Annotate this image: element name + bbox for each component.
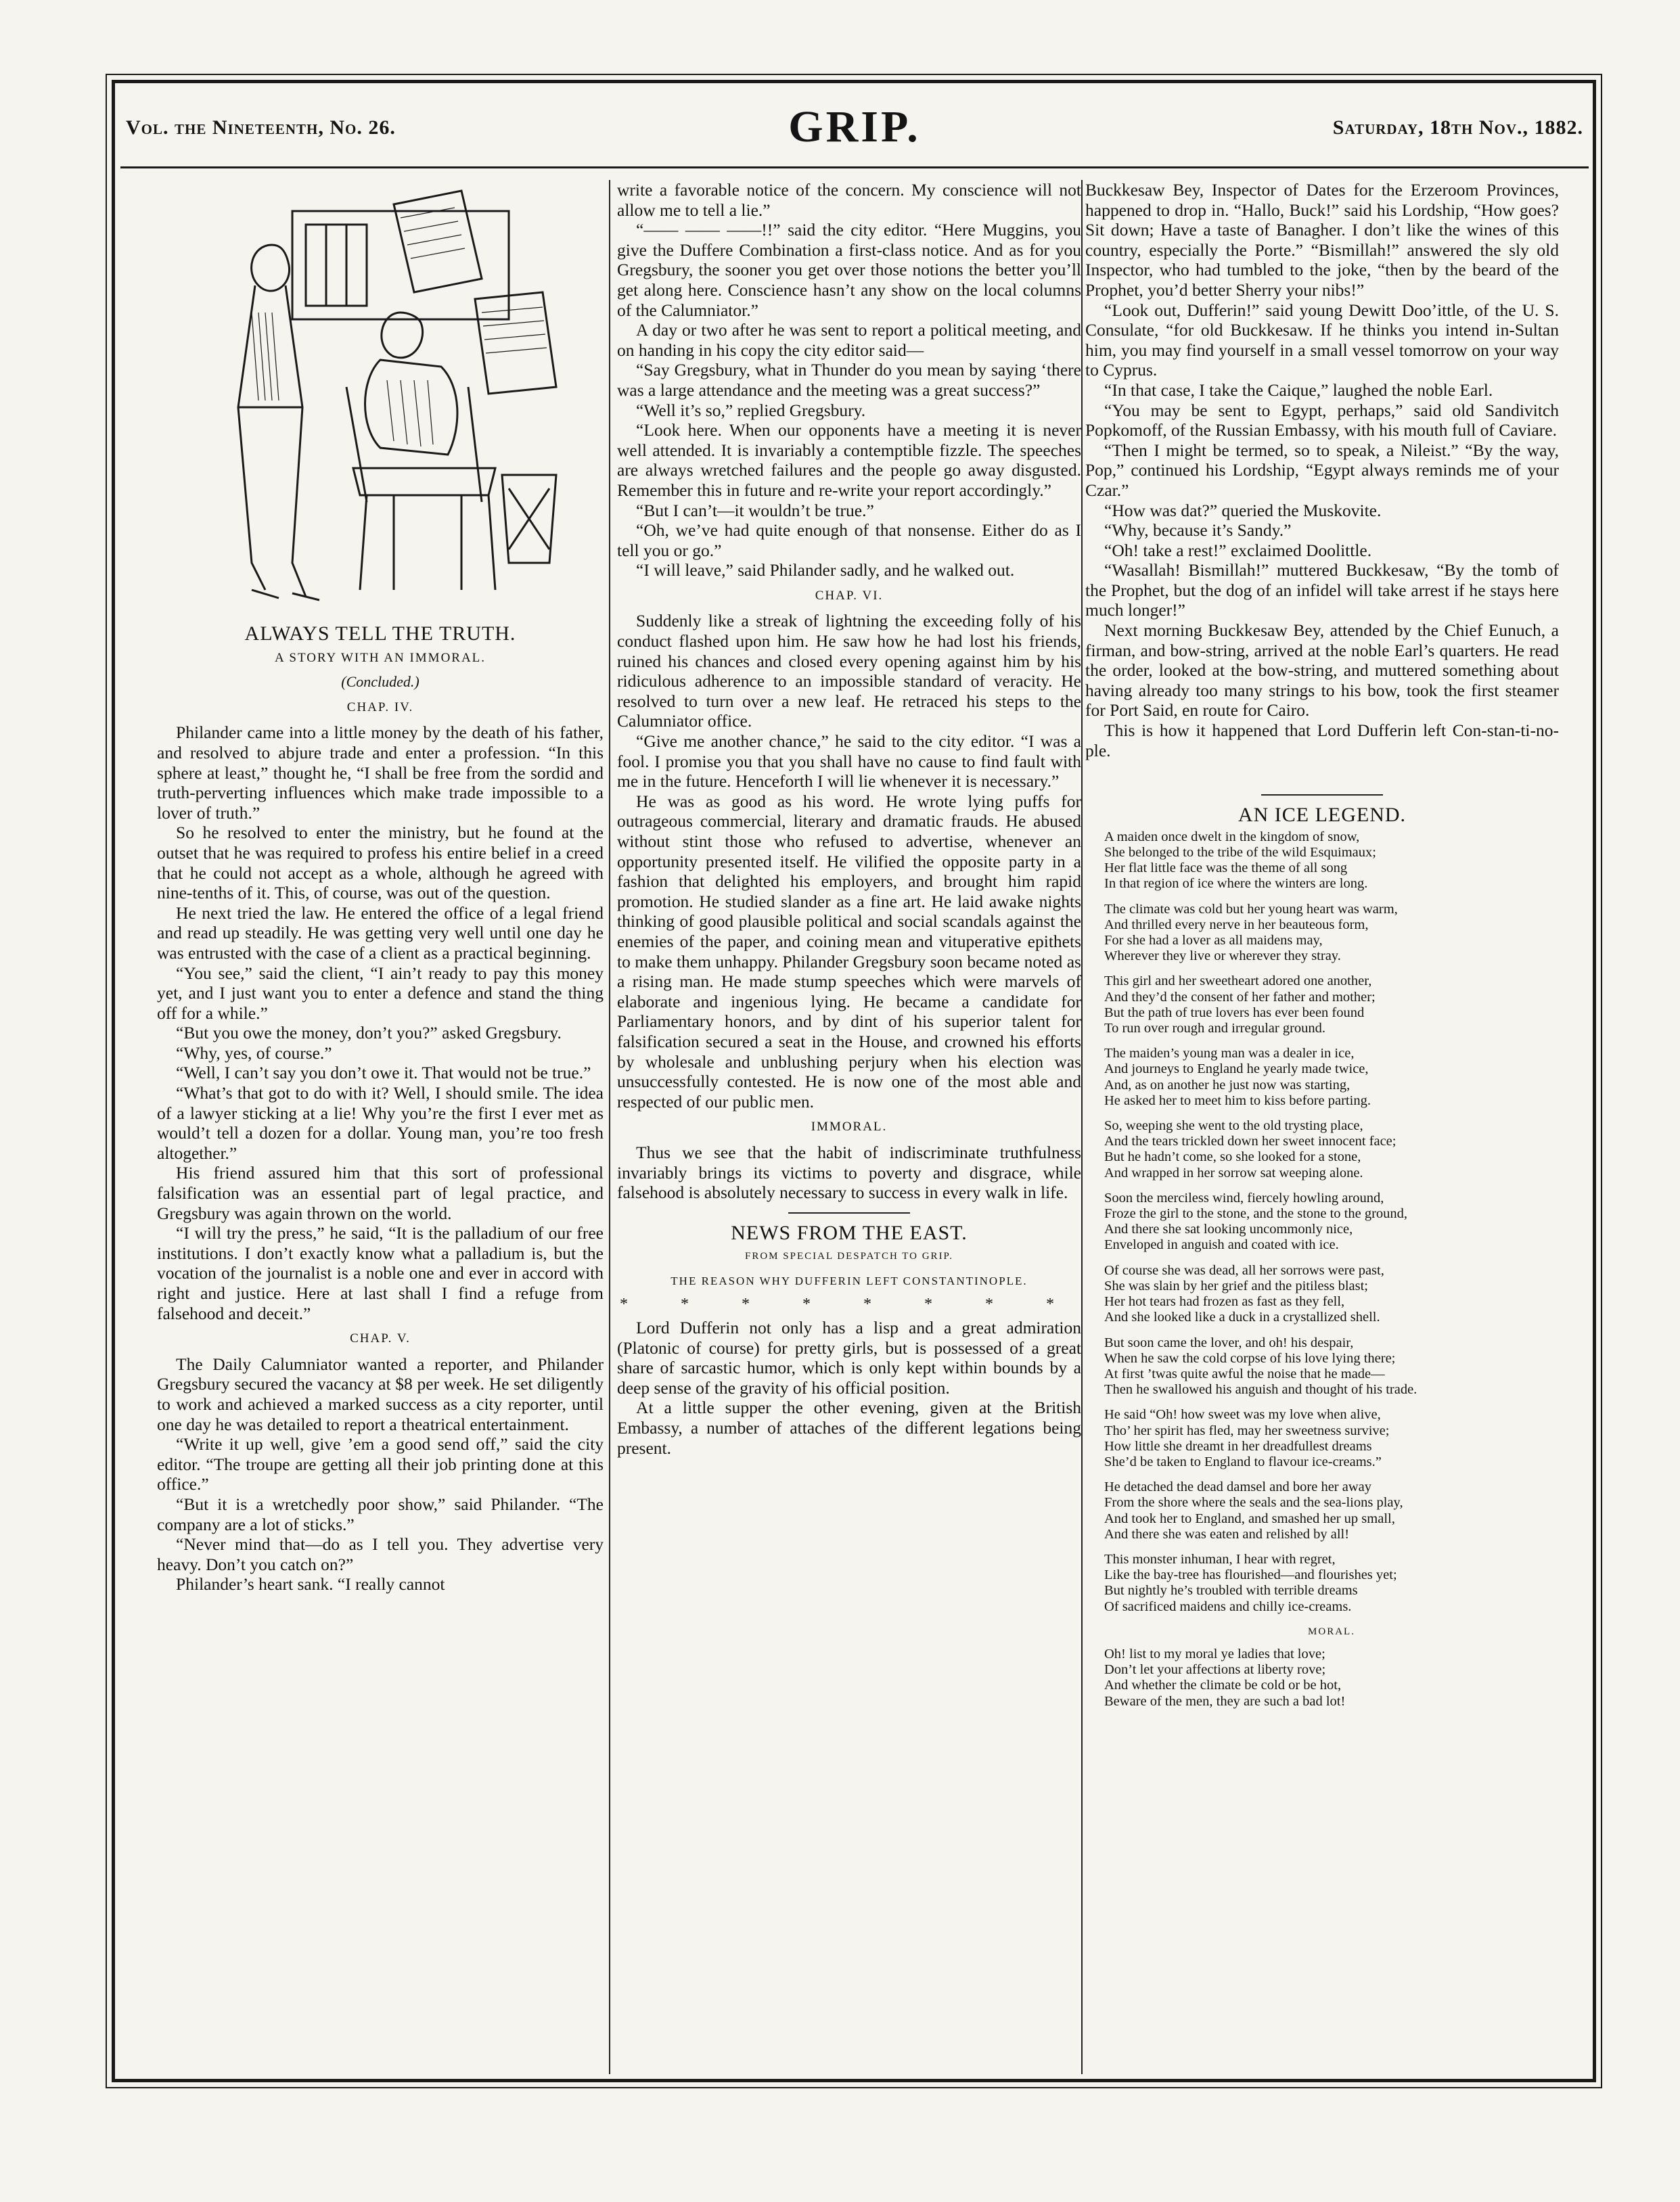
verse-line: And the tears trickled down her sweet innocent face; [1104,1134,1397,1149]
paragraph: Philander’s heart sank. “I really cannot [176,1574,445,1595]
paragraph: “Oh, we’ve had quite enough of that nonsense. Either do as I tell you or go.” [617,520,1081,560]
verse-line: And she looked like a duck in a crystallized shell. [1104,1310,1380,1325]
chapter-heading: CHAP. VI. [815,588,884,603]
verse-line: And they’d the consent of her father and mother; [1104,989,1376,1005]
verse-line: This girl and her sweetheart adored one another, [1104,973,1372,989]
paragraph: “I will leave,” said Philander sadly, and he walked out. [636,560,1015,580]
verse-line: He said “Oh! how sweet was my love when alive, [1104,1407,1381,1423]
verse-line: Her flat little face was the theme of all song [1104,861,1348,876]
paragraph: He next tried the law. He entered the office of a legal friend and read up steadily. He was getting very well until one day he was entrusted with the case of a client as a practical beginning. [157,902,604,963]
stanza [1104,1552,1559,1615]
column-rule [1081,180,1083,2074]
moral-heading: MORAL. [1308,1626,1355,1637]
verse-line: And whether the climate be cold or be hot, [1104,1678,1342,1693]
verse-line: Soon the merciless wind, fiercely howling around, [1104,1190,1384,1206]
paragraph: “—— —— ——!!” said the city editor. “Here Muggins, you give the Dufferе Combination a first-class notice. And as for you Gregsbury, the sooner you get over those notions the better you’ll get along here. Conscience hasn’t any show on the local columns of the Calumniator.” [617,220,1081,320]
verse-line: Wherever they live or wherever they stray. [1104,948,1341,964]
column-1 [157,180,604,1595]
verse-line: And wrapped in her sorrow sat weeping alone. [1104,1165,1363,1180]
verse-line: Don’t let your affections at liberty rove; [1104,1662,1326,1678]
paragraph: This is how it happened that Lord Dufferin left Con-stan-ti-no-ple. [1085,720,1559,760]
paragraph: He was as good as his word. He wrote lying puffs for outrageous commercial, literary and dramatic frauds. He abused without stint those who refused to advertise, whenever an opportunity presented itself. He vilified the opposite party in a fashion that delighted his employers, and brought him rapid promotion. He studied slander as a fine art. He laid awake nights thinking of good plausible political and social scandals against the enemies of the paper, and coining mean and vituperative epithets to make them unhappy. Philander Gregsbury soon became noted as a rising man. He made stump speeches which were marvels of elaborate and ingenious lying. He became a candidate for Parliamentary honors, and by dint of his superior talent for falsification secured a seat in the House, and crowned his efforts by wholesale and unblushing perjury when his election was unsuccessfully contested. He is now one of the most able and respected of our public men. [617,791,1081,1111]
paragraph: “In that case, I take the Caique,” laughed the noble Earl. [1104,380,1493,400]
stanza [1104,1191,1559,1254]
stanza [1104,902,1559,965]
verse-line: Of sacrificed maidens and chilly ice-creams. [1104,1599,1352,1614]
paragraph: “But it is a wretchedly poor show,” said Philander. “The company are a lot of sticks.” [157,1494,604,1534]
verse-line: When he saw the cold corpse of his love lying there; [1104,1350,1396,1366]
paragraph: “You see,” said the client, “I ain’t ready to pay this money yet, and I just want you to enter a defence and stand the thing off for a while.” [157,963,604,1023]
paragraph: At a little supper the other evening, given at the British Embassy, a number of attaches of the different legations being present. [617,1398,1081,1458]
volume-line: Vol. the Nineteenth, No. 26. [126,116,396,139]
verse-line: To run over rough and irregular ground. [1104,1021,1326,1036]
stanza [1104,1480,1559,1542]
paragraph: “But I can’t—it wouldn’t be true.” [636,500,874,520]
paragraph: Suddenly like a streak of lightning the exceeding folly of his conduct flashed upon him. He saw how he had lost his friends, ruined his chances and closed every opening against him by his ridiculous adherence to an impossible standard of veracity. He resolved to turn over a new leaf. He retraced his steps to the Calumniator office. [617,611,1081,731]
verse-line: Beware of the men, they are such a bad lot! [1104,1693,1346,1709]
paragraph: “Never mind that—do as I tell you. They advertise very heavy. Don’t you catch on?” [157,1534,604,1574]
paragraph: “Well it’s so,” replied Gregsbury. [636,400,866,420]
verse-line: Froze the girl to the stone, and the stone to the ground, [1104,1206,1408,1222]
verse-line: But he hadn’t come, so she looked for a stone, [1104,1149,1361,1165]
paper-title: GRIP. [788,102,921,152]
poem [1104,829,1559,1710]
paragraph: “You may be sent to Egypt, perhaps,” said old Sandivitch Popkomoff, of the Russian Embassy, with his mouth full of Caviare. [1085,400,1559,440]
paragraph: “Say Gregsbury, what in Thunder do you mean by saying ‘there was a large attendance and the meeting was a great success?” [617,360,1081,400]
paragraph: “Look out, Dufferin!” said young Dewitt Doo’ittle, of the U. S. Consulate, “for old Buckkesaw. If he thinks you intend in-Sultan him, you may find yourself in a small vessel tomorrow on your way to Cyprus. [1085,300,1559,380]
divider [1261,794,1383,796]
immoral-heading: IMMORAL. [811,1120,888,1134]
paragraph: The Daily Calumniator wanted a reporter, and Philander Gregsbury secured the vacancy at $8 per week. He set diligently to work and achieved a marked success as a city reporter, until one day he was detailed to report a theatrical entertainment. [157,1354,604,1434]
verse-line: He asked her to meet him to kiss before parting. [1104,1093,1371,1108]
verse-line: But nightly he’s troubled with terrible dreams [1104,1583,1358,1599]
news-subhead: THE REASON WHY DUFFERIN LEFT CONSTANTINOPLE. [671,1274,1028,1287]
verse-line: Tho’ her spirit has fled, may her sweetness survive; [1104,1423,1390,1438]
verse-line: She was slain by her grief and the pitiless blast; [1104,1278,1368,1293]
verse-line: But soon came the lover, and oh! his despair, [1104,1335,1354,1350]
paragraph: So he resolved to enter the ministry, but he found at the outset that he was required to profess his entire belief in a creed that he could not accept as a whole, although he agreed with nine-tenths of it. This, of course, was out of the question. [157,823,604,903]
column-rule [609,180,610,2074]
verse-line: And thrilled every nerve in her beauteous form, [1104,917,1369,932]
paragraph: “But you owe the money, don’t you?” asked Gregsbury. [176,1023,562,1043]
verse-line: She’d be taken to England to flavour ice-creams.” [1104,1454,1382,1469]
newspaper-office-engraving-icon [191,184,570,617]
paragraph: Philander came into a little money by the death of his father, and resolved to abjure trade and enter a profession. “In this sphere at least,” thought he, “I shall be free from the sordid and truth-perverting influences which make trade impossible to a lover of truth.” [157,722,604,823]
stanza [1104,1118,1559,1181]
verse-line: The climate was cold but her young heart was warm, [1104,901,1398,917]
paragraph: Buckkesaw Bey, Inspector of Dates for the Erzeroom Provinces, happened to drop in. “Hallo, Buck!” said his Lordship, “How goes? Sit down; Have a taste of Banagher. I don’t like the wines of this country, especially the Porte.” “Bismillah!” answered the sly old Inspector, who had tumbled to the joke, “then by the beard of the Prophet, you’d better Sherry your nibs!” [1085,180,1559,300]
verse-line: Then he swallowed his anguish and thought of his trade. [1104,1382,1417,1398]
stanza [1104,973,1559,1036]
verse-line: He detached the dead damsel and bore her away [1104,1480,1372,1495]
verse-line: Of course she was dead, all her sorrows were past, [1104,1262,1384,1278]
verse-line: In that region of ice where the winters are long. [1104,876,1368,892]
story-concluded: (Concluded.) [341,673,419,691]
chapter-heading: CHAP. V. [350,1331,411,1346]
stanza [1104,1335,1559,1398]
verse-line: And there she sat looking uncommonly nice, [1104,1222,1353,1237]
paragraph: “Well, I can’t say you don’t owe it. That would not be true.” [176,1063,591,1083]
paragraph: “Write it up well, give ’em a good send off,” said the city editor. “The troupe are getting all their job printing done at this office.” [157,1434,604,1494]
paragraph: “Look here. When our opponents have a meeting it is never well attended. It is invariably a contemptible fizzle. The speeches are always wretched failures and the people go away disgusted. Remember this in future and re-write your report accordingly.” [617,420,1081,500]
story-title: ALWAYS TELL THE TRUTH. [244,622,516,645]
verse-line: From the shore where the seals and the sea-lions play, [1104,1495,1403,1511]
paragraph: “Give me another chance,” he said to the city editor. “I was a fool. I promise you that you shall have no cause to find fault with me in the future. Henceforth I will lie whenever it is necessary.” [617,731,1081,792]
verse-line: Her hot tears had frozen as fast as they fell, [1104,1294,1345,1310]
paragraph: Next morning Buckkesaw Bey, attended by the Chief Eunuch, a firman, and bow-string, arrived at the noble Earl’s quarters. He read the order, looked at the bow-string, and muttered something about having already too many strings to his bow, took the first steamer for Port Said, en route for Cairo. [1085,620,1559,720]
verse-line: So, weeping she went to the old trysting place, [1104,1118,1363,1134]
paragraph: His friend assured him that this sort of professional falsification was an essential part of legal practice, and Gregsbury was again thrown on the world. [157,1163,604,1223]
paragraph: write a favorable notice of the concern. My conscience will not allow me to tell a lie.” [617,180,1081,220]
stanza [1104,1263,1559,1326]
paragraph: “Wasallah! Bismillah!” muttered Buckkesaw, “By the tomb of the Prophet, but the dog of an infidel will take arrest if he stays here much longer!” [1085,560,1559,620]
news-title: NEWS FROM THE EAST. [731,1221,968,1244]
verse-line: Enveloped in anguish and coated with ice. [1104,1237,1339,1253]
stanza [1104,1046,1559,1109]
paragraph: “Oh! take a rest!” exclaimed Doolittle. [1104,540,1372,560]
stanza [1104,1647,1559,1710]
verse-line: For she had a lover as all maidens may, [1104,933,1323,948]
paragraph: “I will try the press,” he said, “It is the palladium of our free institutions. I don’t exactly know what a palladium is, but the vocation of the journalist is a noble one and ever in accord with right and justice. Here at last shall I find a refuge from falsehood and deceit.” [157,1223,604,1323]
story-subtitle: A STORY WITH AN IMMORAL. [274,650,486,665]
verse-line: And there she was eaten and relished by all! [1104,1526,1350,1542]
column-2 [617,180,1081,1458]
verse-line: And, as on another he just now was starting, [1104,1077,1350,1093]
paragraph: Lord Dufferin not only has a lisp and a great admiration (Platonic of course) for pretty girls, but is possessed of a great share of sarcastic humor, which is only kept within bounds by a deep sense of the gravity of his official position. [617,1318,1081,1398]
verse-line: The maiden’s young man was a dealer in ice, [1104,1046,1355,1061]
date-line: Saturday, 18th Nov., 1882. [1332,116,1583,139]
verse-line: And journeys to England he yearly made twice, [1104,1061,1369,1077]
paragraph: “Why, yes, of course.” [176,1042,332,1063]
poem-title: AN ICE LEGEND. [1238,804,1407,827]
asterism: * * * * * * * * [620,1295,1079,1314]
verse-line: But the path of true lovers has ever been found [1104,1005,1365,1020]
paragraph: “Why, because it’s Sandy.” [1104,520,1292,541]
paragraph: “Then I might be termed, so to speak, a Nileist.” “By the way, Pop,” continued his Lordship, “Egypt always reminds me of your Czar.” [1085,440,1559,500]
masthead-rule [120,166,1589,168]
paragraph: A day or two after he was sent to report a political meeting, and on handing in his copy the city editor said— [617,320,1081,360]
masthead [120,101,1589,164]
paragraph: Thus we see that the habit of indiscriminate truthfulness invariably brings its victims to poverty and disgrace, while falsehood is absolutely necessary to success in every walk in life. [617,1142,1081,1203]
verse-line: And took her to England, and smashed her up small, [1104,1511,1395,1526]
news-from: FROM SPECIAL DESPATCH TO GRIP. [745,1251,953,1262]
stanza [1104,1407,1559,1470]
verse-line: How little she dreamt in her dreadfullest dreams [1104,1438,1372,1454]
verse-line: She belonged to the tribe of the wild Esquimaux; [1104,845,1376,861]
divider [788,1212,910,1214]
verse-line: This monster inhuman, I hear with regret, [1104,1551,1336,1567]
verse-line: A maiden once dwelt in the kingdom of snow, [1104,829,1360,844]
stanza [1104,829,1559,892]
column-3 [1085,180,1559,1719]
paragraph: “How was dat?” queried the Muskovite. [1104,500,1382,520]
verse-line: Like the bay-tree has flourished—and flourishes yet; [1104,1567,1397,1583]
chapter-heading: CHAP. IV. [346,699,414,714]
verse-line: At first ’twas quite awful the noise that he made— [1104,1366,1385,1381]
paragraph: “What’s that got to do with it? Well, I should smile. The idea of a lawyer sticking at a lie! Why you’re the first I ever met as would’t tell a dozen for a dollar. Young man, you’re too fresh altogether.” [157,1083,604,1163]
verse-line: Oh! list to my moral ye ladies that love; [1104,1646,1325,1661]
